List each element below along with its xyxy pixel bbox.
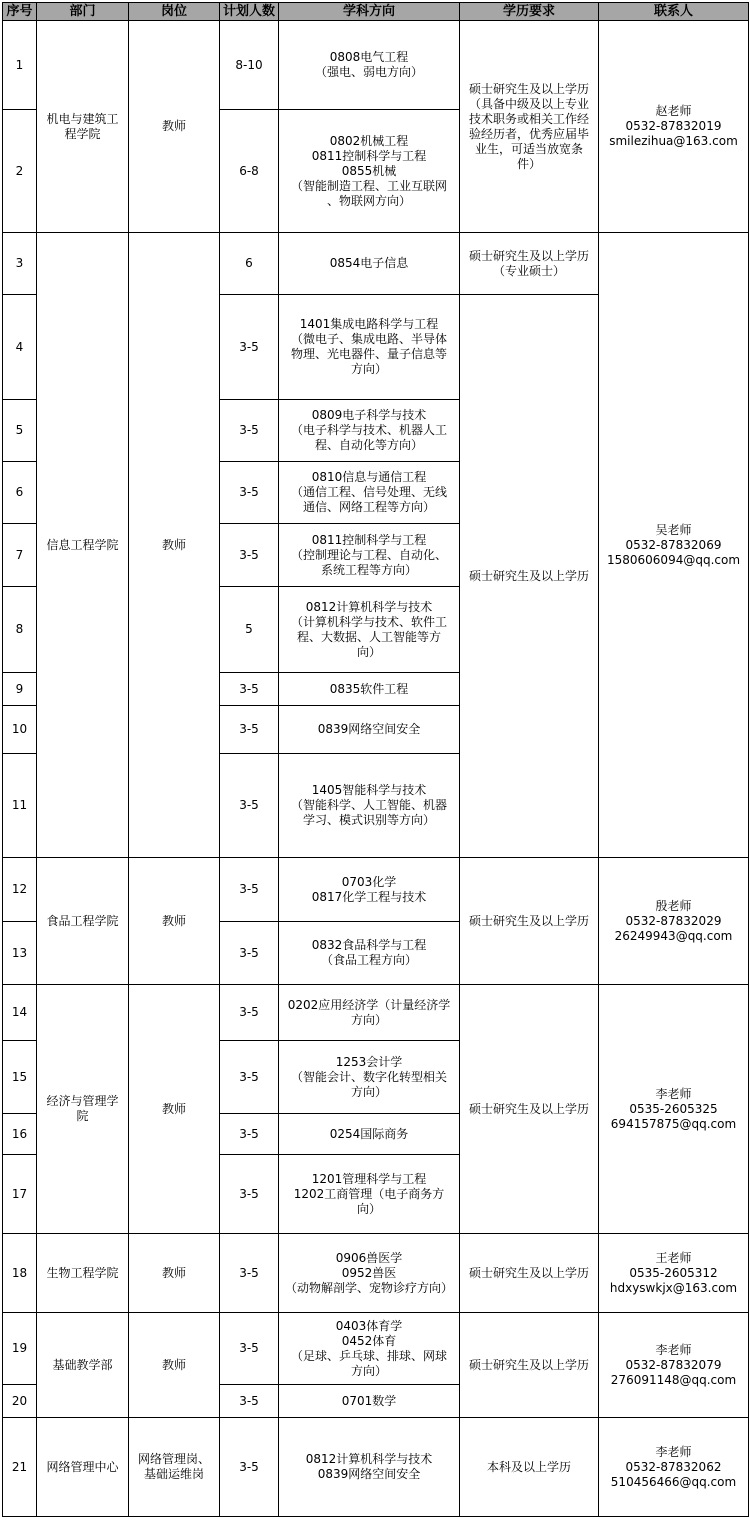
table-row [3,1418,749,1517]
plan-count-cell: 3-5 [220,1234,279,1313]
major-cell: 0808电气工程 （强电、弱电方向） [279,21,460,110]
table-row [3,233,749,295]
row-number: 3 [3,233,37,295]
row-number: 21 [3,1418,37,1517]
plan-count-cell: 3-5 [220,1114,279,1155]
plan-count-cell: 3-5 [220,673,279,706]
plan-count-cell: 3-5 [220,1155,279,1234]
row-number: 19 [3,1313,37,1385]
contact-cell: 李老师 0535-2605325 694157875@qq.com [599,985,749,1234]
major-cell: 0839网络空间安全 [279,706,460,754]
major-cell: 0812计算机科学与技术 0839网络空间安全 [279,1418,460,1517]
recruitment-table [2,2,749,1517]
row-number: 16 [3,1114,37,1155]
major-cell: 0701数学 [279,1385,460,1418]
recruitment-table-sheet [2,2,748,1523]
position-cell: 教师 [129,985,220,1234]
education-cell: 硕士研究生及以上学历 [460,295,599,858]
row-number: 11 [3,754,37,858]
header-row [3,3,749,21]
contact-cell: 李老师 0532-87832079 276091148@qq.com [599,1313,749,1418]
department-cell: 食品工程学院 [37,858,129,985]
position-cell: 教师 [129,1313,220,1418]
row-number: 8 [3,587,37,673]
major-cell: 1405智能科学与技术 （智能科学、人工智能、机器 学习、模式识别等方向） [279,754,460,858]
contact-cell: 李老师 0532-87832062 510456466@qq.com [599,1418,749,1517]
header-cell: 序号 [3,3,37,21]
major-cell: 0835软件工程 [279,673,460,706]
education-cell: 硕士研究生及以上学历 （具备中级及以上专业 技术职务或相关工作经 验经历者，优秀应届毕 业生，可适当放宽条 件） [460,21,599,233]
row-number: 12 [3,858,37,922]
position-cell: 教师 [129,21,220,233]
plan-count-cell: 3-5 [220,400,279,462]
header-cell: 计划人数 [220,3,279,21]
plan-count-cell: 3-5 [220,754,279,858]
contact-cell: 赵老师 0532-87832019 smilezihua@163.com [599,21,749,233]
row-number: 2 [3,110,37,233]
row-number: 7 [3,524,37,587]
plan-count-cell: 3-5 [220,922,279,985]
major-cell: 0854电子信息 [279,233,460,295]
education-cell: 硕士研究生及以上学历 [460,1234,599,1313]
major-cell: 1401集成电路科学与工程 （微电子、集成电路、半导体 物理、光电器件、量子信息等 方向） [279,295,460,400]
major-cell: 0832食品科学与工程 （食品工程方向） [279,922,460,985]
header-cell: 联系人 [599,3,749,21]
header-cell: 岗位 [129,3,220,21]
major-cell: 0906兽医学 0952兽医 （动物解剖学、宠物诊疗方向） [279,1234,460,1313]
plan-count-cell: 6 [220,233,279,295]
plan-count-cell: 3-5 [220,1041,279,1114]
major-cell: 0802机械工程 0811控制科学与工程 0855机械 （智能制造工程、工业互联网 、物联网方向） [279,110,460,233]
plan-count-cell: 3-5 [220,524,279,587]
plan-count-cell: 3-5 [220,1418,279,1517]
row-number: 17 [3,1155,37,1234]
position-cell: 教师 [129,233,220,858]
row-number: 4 [3,295,37,400]
row-number: 14 [3,985,37,1041]
education-cell: 硕士研究生及以上学历 [460,1313,599,1418]
row-number: 15 [3,1041,37,1114]
plan-count-cell: 5 [220,587,279,673]
plan-count-cell: 3-5 [220,985,279,1041]
department-cell: 经济与管理学 院 [37,985,129,1234]
row-number: 13 [3,922,37,985]
plan-count-cell: 3-5 [220,295,279,400]
table-row [3,1313,749,1385]
department-cell: 基础教学部 [37,1313,129,1418]
header-cell: 学历要求 [460,3,599,21]
major-cell: 0202应用经济学（计量经济学 方向） [279,985,460,1041]
position-cell: 网络管理岗、 基础运维岗 [129,1418,220,1517]
major-cell: 0810信息与通信工程 （通信工程、信号处理、无线 通信、网络工程等方向） [279,462,460,524]
header-cell: 学科方向 [279,3,460,21]
contact-cell: 王老师 0535-2605312 hdxyswkjx@163.com [599,1234,749,1313]
row-number: 5 [3,400,37,462]
major-cell: 1253会计学 （智能会计、数字化转型相关 方向） [279,1041,460,1114]
contact-cell: 殷老师 0532-87832029 26249943@qq.com [599,858,749,985]
header-cell: 部门 [37,3,129,21]
table-row [3,858,749,922]
plan-count-cell: 3-5 [220,462,279,524]
major-cell: 0403体育学 0452体育 （足球、乒乓球、排球、网球 方向） [279,1313,460,1385]
department-cell: 生物工程学院 [37,1234,129,1313]
education-cell: 硕士研究生及以上学历 [460,858,599,985]
major-cell: 0812计算机科学与技术 （计算机科学与技术、软件工 程、大数据、人工智能等方 向） [279,587,460,673]
department-cell: 信息工程学院 [37,233,129,858]
department-cell: 网络管理中心 [37,1418,129,1517]
table-row [3,21,749,110]
table-row [3,985,749,1041]
plan-count-cell: 3-5 [220,858,279,922]
plan-count-cell: 3-5 [220,1385,279,1418]
row-number: 10 [3,706,37,754]
education-cell: 硕士研究生及以上学历 [460,985,599,1234]
education-cell: 本科及以上学历 [460,1418,599,1517]
major-cell: 0703化学 0817化学工程与技术 [279,858,460,922]
major-cell: 1201管理科学与工程 1202工商管理（电子商务方 向） [279,1155,460,1234]
plan-count-cell: 6-8 [220,110,279,233]
row-number: 9 [3,673,37,706]
row-number: 18 [3,1234,37,1313]
plan-count-cell: 3-5 [220,706,279,754]
row-number: 20 [3,1385,37,1418]
position-cell: 教师 [129,1234,220,1313]
plan-count-cell: 8-10 [220,21,279,110]
row-number: 1 [3,21,37,110]
position-cell: 教师 [129,858,220,985]
major-cell: 0809电子科学与技术 （电子科学与技术、机器人工 程、自动化等方向） [279,400,460,462]
major-cell: 0254国际商务 [279,1114,460,1155]
department-cell: 机电与建筑工 程学院 [37,21,129,233]
education-cell: 硕士研究生及以上学历 （专业硕士） [460,233,599,295]
table-row [3,1234,749,1313]
contact-cell: 吴老师 0532-87832069 1580606094@qq.com [599,233,749,858]
row-number: 6 [3,462,37,524]
plan-count-cell: 3-5 [220,1313,279,1385]
major-cell: 0811控制科学与工程 （控制理论与工程、自动化、 系统工程等方向） [279,524,460,587]
